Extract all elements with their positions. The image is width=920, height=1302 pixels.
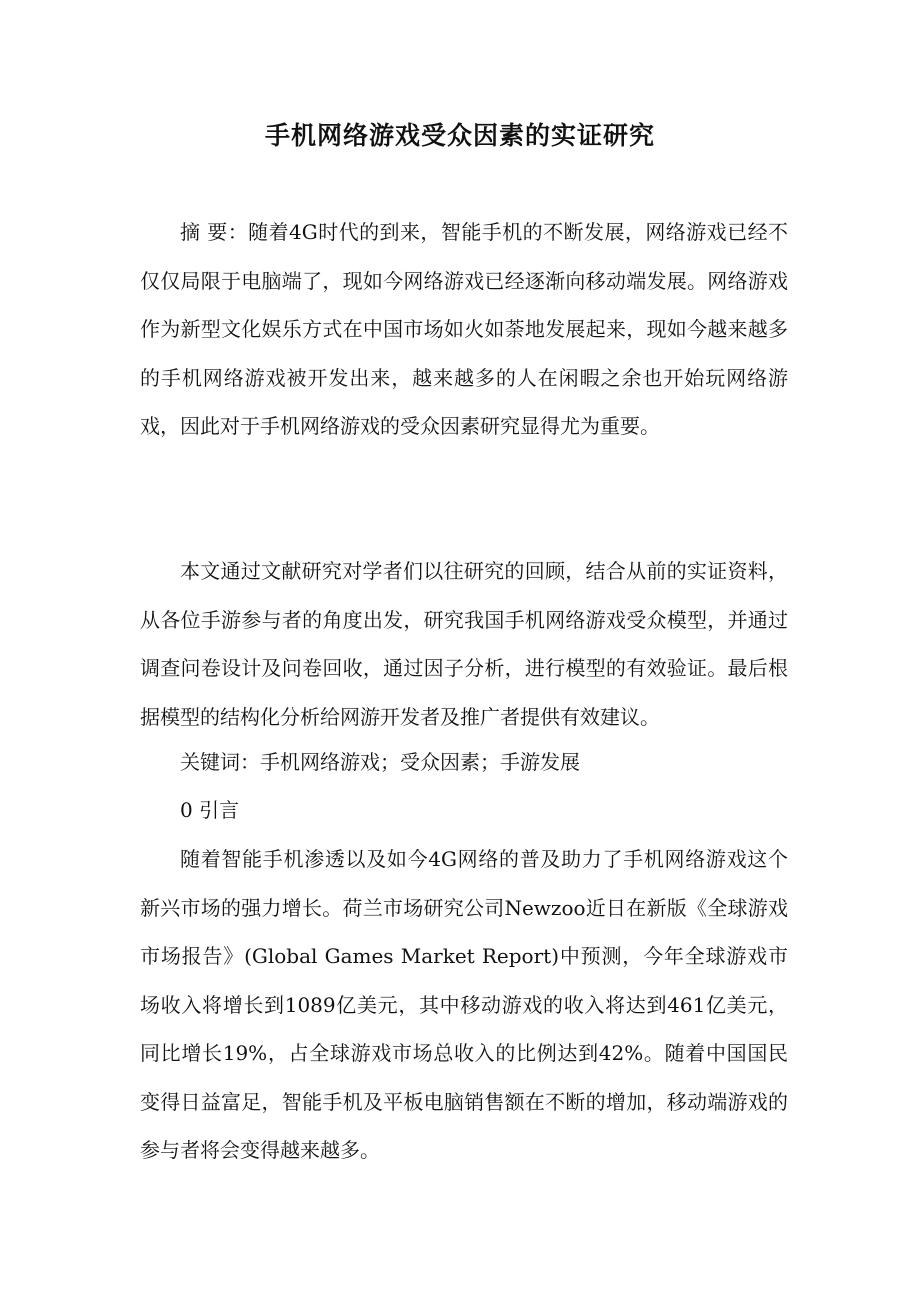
document-title: 手机网络游戏受众因素的实证研究 (264, 121, 655, 150)
abstract-label: 摘 要： (180, 220, 249, 244)
body-paragraph-2: 随着智能手机渗透以及如今4G网络的普及助力了手机网络游戏这个新兴市场的强力增长。荷兰市场研究公司Newzoo近日在新版《全球游戏市场报告》(Global Games Market Report)中预测，今年全球游戏市场收入将增长到1089亿美元，其中移动游戏的收入将达到461亿美元，同比增长19%，占全球游戏市场总收入的比例达到42%。随着中国国民变得日益富足，智能手机及平板电脑销售额在不断的增加，移动端游戏的参与者将会变得越来越多。 (140, 847, 788, 1162)
body-paragraph-1: 本文通过文献研究对学者们以往研究的回顾，结合从前的实证资料，从各位手游参与者的角度出发，研究我国手机网络游戏受众模型，并通过调查问卷设计及问卷回收，通过因子分析，进行模型的有效验证。最后根据模型的结构化分析给网游开发者及推广者提供有效建议。 (140, 559, 788, 729)
abstract-paragraph (140, 208, 788, 451)
keywords-line: 关键词：手机网络游戏；受众因素；手游发展 (180, 750, 580, 774)
section-heading: 0 引言 (180, 798, 240, 822)
abstract-text: 随着4G时代的到来，智能手机的不断发展，网络游戏已经不仅仅局限于电脑端了，现如今网络游戏已经逐渐向移动端发展。网络游戏作为新型文化娱乐方式在中国市场如火如荼地发展起来，现如今越来越多的手机网络游戏被开发出来，越来越多的人在闲暇之余也开始玩网络游戏，因此对于手机网络游戏的受众因素研究显得尤为重要。 (140, 220, 789, 438)
